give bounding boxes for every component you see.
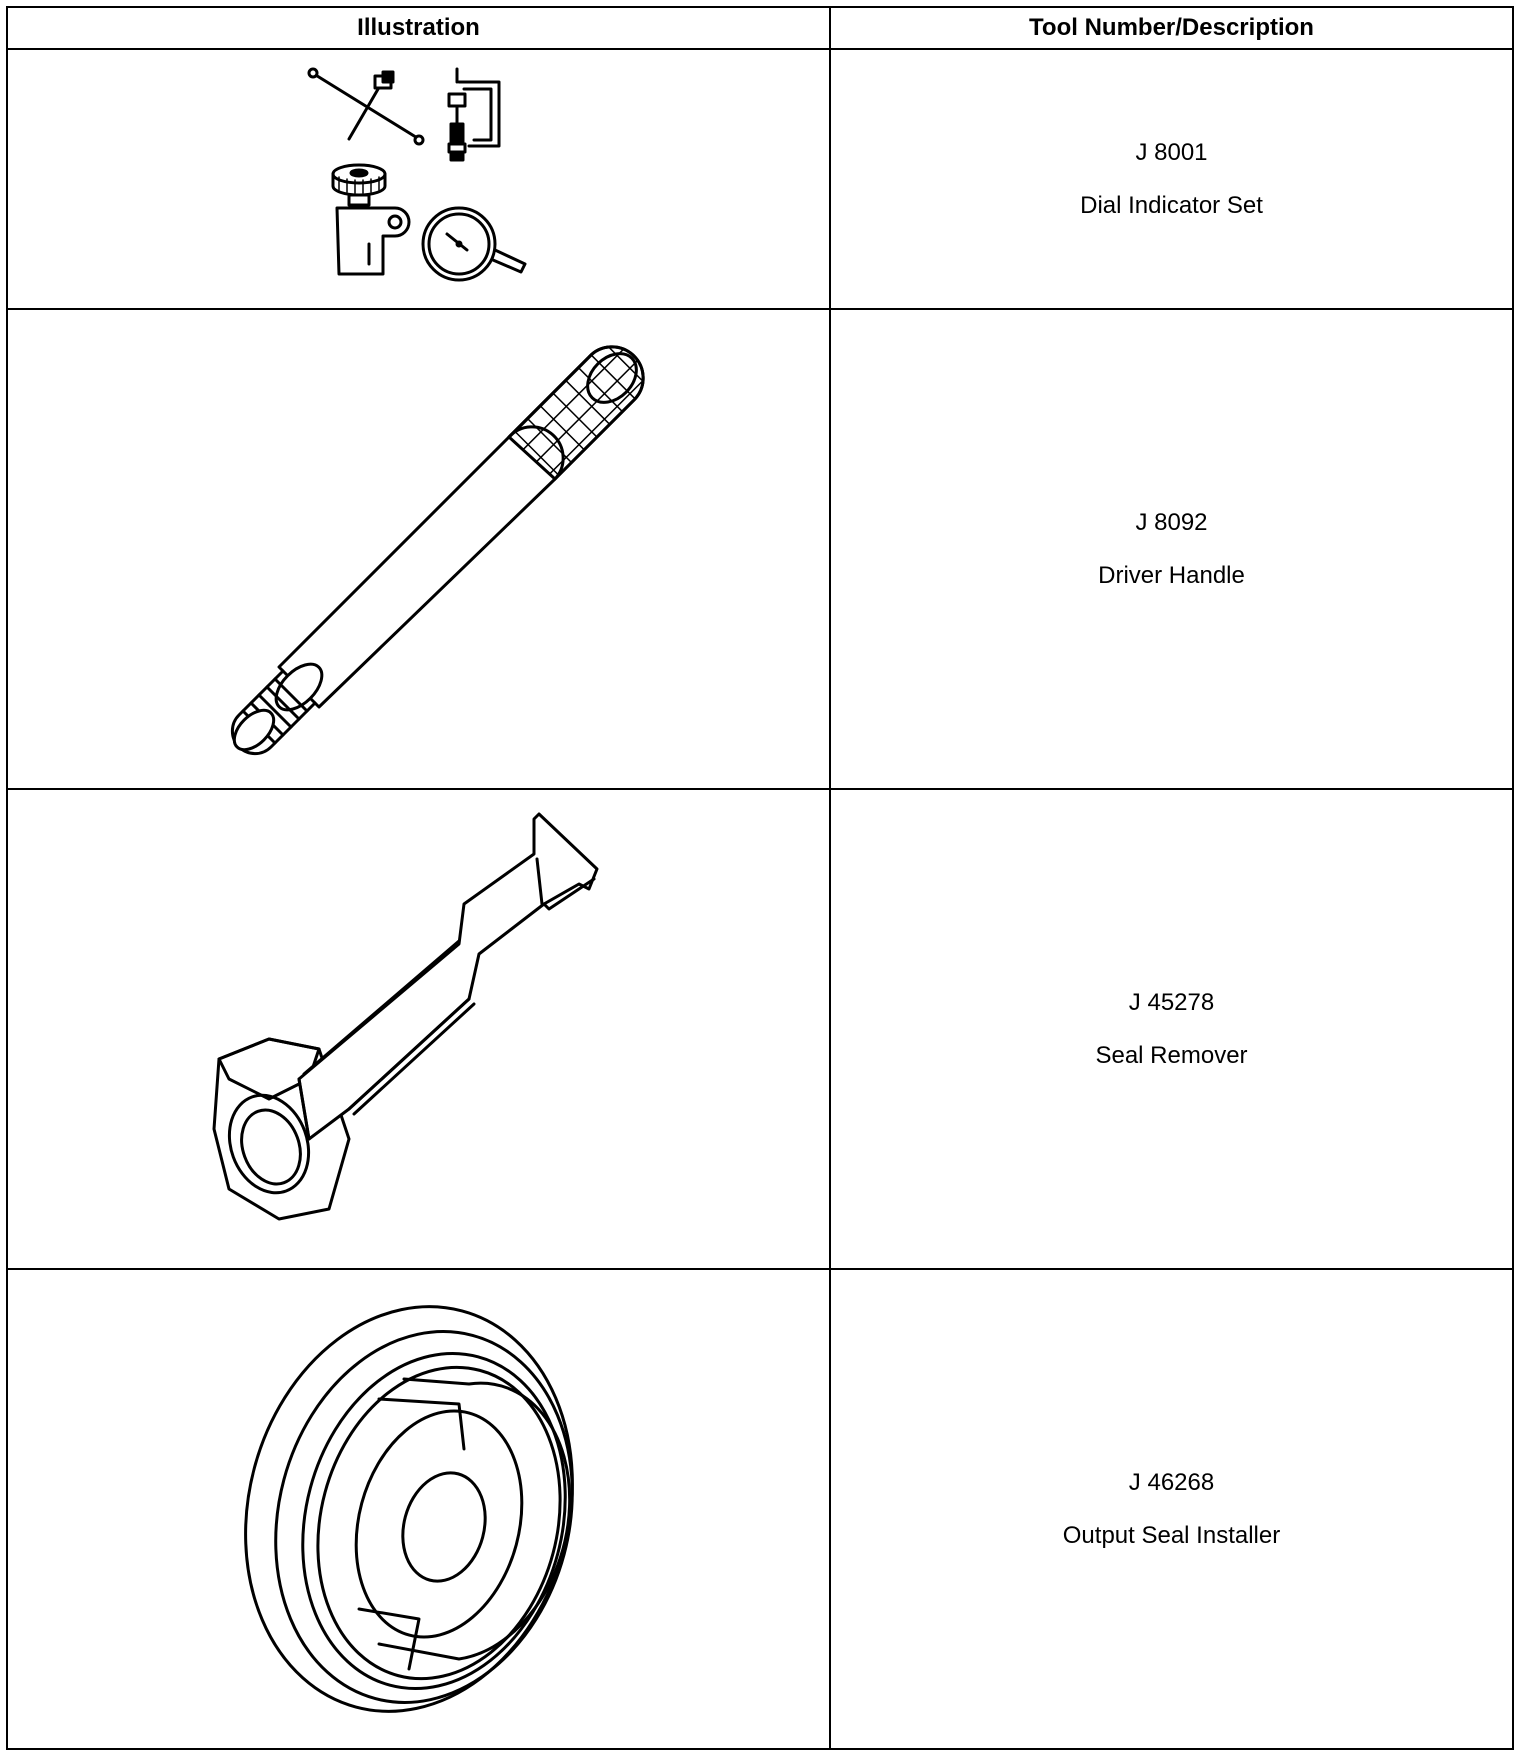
driver-handle-icon [159, 329, 679, 769]
tool-name: Output Seal Installer [1062, 1521, 1281, 1549]
table-row [7, 49, 1513, 309]
output-seal-installer-icon [159, 1289, 679, 1729]
illustration-cell [7, 49, 830, 309]
table-header-row [7, 7, 1513, 49]
table-row [7, 1269, 1513, 1749]
illustration-header: Illustration [7, 7, 830, 49]
tool-number: J 8092 [1135, 508, 1208, 536]
tool-description-cell [830, 309, 1513, 789]
tool-description-cell [830, 49, 1513, 309]
tool-name: Dial Indicator Set [1080, 191, 1263, 219]
tool-number: J 45278 [1128, 988, 1215, 1016]
dial-indicator-set-icon [299, 64, 539, 294]
illustration-cell [7, 309, 830, 789]
table-row [7, 789, 1513, 1269]
tool-description-cell [830, 1269, 1513, 1749]
tool-name: Seal Remover [1095, 1041, 1248, 1069]
tool-number: J 8001 [1135, 138, 1208, 166]
illustration-cell [7, 1269, 830, 1749]
tool-number: J 46268 [1128, 1468, 1215, 1496]
tool-description-header: Tool Number/Description [830, 7, 1513, 49]
seal-remover-icon [159, 809, 679, 1249]
tools-table [6, 6, 1514, 1750]
tool-description-cell [830, 789, 1513, 1269]
tool-name: Driver Handle [1098, 561, 1245, 589]
table-row [7, 309, 1513, 789]
illustration-cell [7, 789, 830, 1269]
